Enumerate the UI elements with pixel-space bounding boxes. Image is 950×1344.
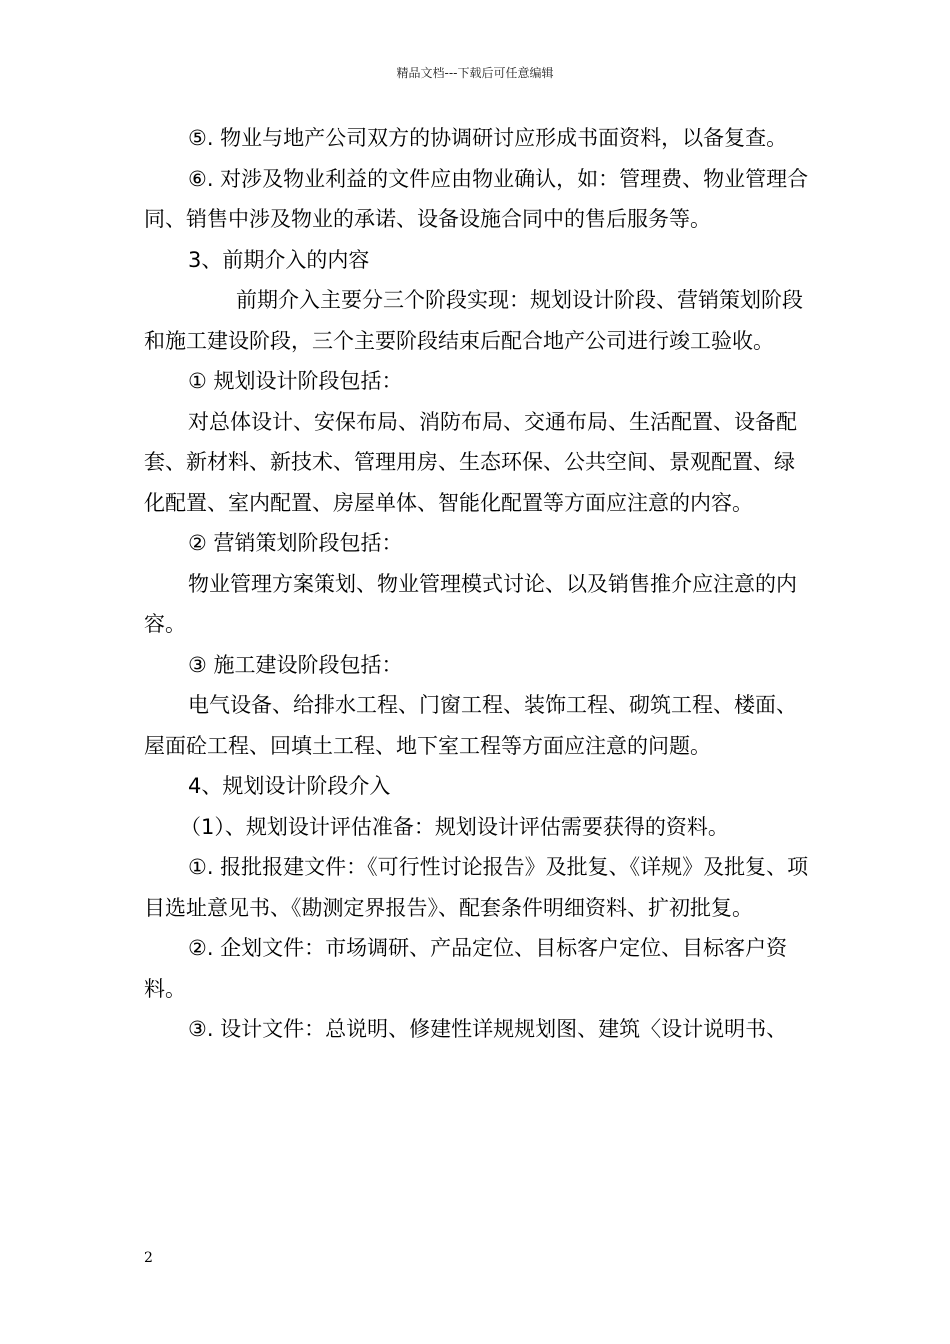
document-body — [144, 118, 814, 1050]
section-heading-4: 4、规划设计阶段介入 — [188, 774, 391, 798]
paragraph-15: ③. 设计文件：总说明、修建性详规规划图、建筑〈设计说明书、 — [188, 1017, 788, 1041]
subheading-marketing: ② 营销策划阶段包括： — [188, 531, 403, 555]
subheading-planning: ① 规划设计阶段包括： — [188, 369, 403, 393]
paragraph-4: 前期介入主要分三个阶段实现：规划设计阶段、营销策划阶段和施工建设阶段，三个主要阶段结束后配合地产公司进行竣工验收。 — [144, 288, 803, 353]
paragraph-2: ⑥. 对涉及物业利益的文件应由物业确认，如：管理费、物业管理合同、销售中涉及物业的承诺、设备设施合同中的售后服务等。 — [144, 166, 809, 231]
paragraph-1: ⑤. 物业与地产公司双方的协调研讨应形成书面资料，以备复查。 — [188, 126, 788, 150]
page-header: 精品文档---下载后可任意编辑 — [396, 66, 554, 80]
paragraph-14: ②. 企划文件：市场调研、产品定位、目标客户定位、目标客户资料。 — [144, 936, 788, 1001]
paragraph-8: 物业管理方案策划、物业管理模式讨论、以及销售推介应注意的内容。 — [144, 571, 797, 636]
paragraph-6: 对总体设计、安保布局、消防布局、交通布局、生活配置、设备配套、新材料、新技术、管理用房、生态环保、公共空间、景观配置、绿化配置、室内配置、房屋单体、智能化配置等方面应注意的内容。 — [144, 409, 797, 515]
page-number: 2 — [144, 1250, 153, 1266]
section-heading-3: 3、前期介入的内容 — [188, 247, 370, 272]
subheading-construction: ③ 施工建设阶段包括： — [188, 652, 403, 677]
paragraph-13: ①. 报批报建文件：《可行性讨论报告》及批复、《详规》及批复、项目选址意见书、《勘测定界报告》、配套条件明细资料、扩初批复。 — [144, 855, 809, 920]
paragraph-12: （1）、规划设计评估准备：规划设计评估需要获得的资料。 — [180, 814, 729, 839]
paragraph-10: 电气设备、给排水工程、门窗工程、装饰工程、砌筑工程、楼面、屋面砼工程、回填土工程、地下室工程等方面应注意的问题。 — [144, 693, 797, 758]
